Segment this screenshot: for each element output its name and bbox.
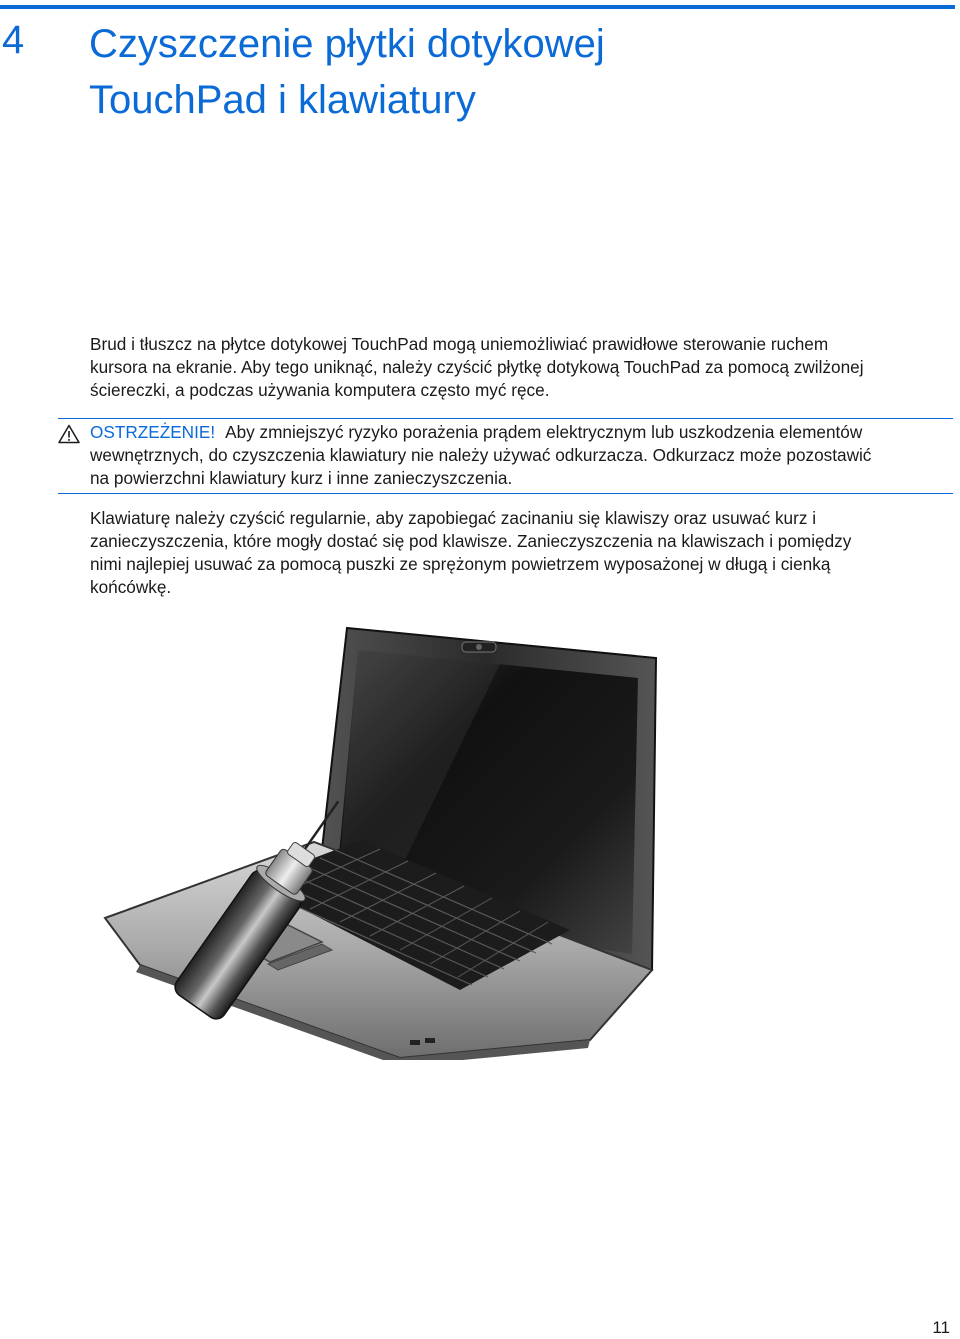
cleaning-line: Klawiaturę należy czyścić regularnie, aby zapobiegać zacinaniu się klawiszy oraz usuwać kurz i: [90, 508, 817, 528]
cleaning-paragraph: [90, 507, 958, 599]
warning-label: OSTRZEŻENIE!: [90, 422, 216, 442]
warning-box: [58, 418, 953, 494]
chapter-title-line-2: TouchPad i klawiatury: [89, 78, 476, 122]
cleaning-line: zanieczyszczenia, które mogły dostać się pod klawisze. Zanieczyszczenia na klawiszach i pomiędzy: [90, 531, 852, 551]
warning-line: wewnętrznych, do czyszczenia klawiatury nie należy używać odkurzacza. Odkurzacz może pozostawić: [90, 445, 872, 465]
chapter-title-line-1: Czyszczenie płytki dotykowej: [89, 22, 605, 66]
warning-line: Aby zmniejszyć ryzyko porażenia prądem elektrycznym lub uszkodzenia elementów: [225, 422, 863, 442]
cleaning-line: nimi najlepiej usuwać za pomocą puszki ze sprężonym powietrzem wyposażonej w długą i cienką: [90, 554, 831, 574]
intro-line: kursora na ekranie. Aby tego uniknąć, należy czyścić płytkę dotykową TouchPad za pomocą zwilżonej: [90, 357, 864, 377]
intro-line: ściereczki, a podczas używania komputera często myć ręce.: [90, 380, 550, 400]
cleaning-line: końcówkę.: [90, 577, 172, 597]
chapter-number: 4: [2, 18, 25, 62]
warning-first-line: [90, 421, 958, 444]
chapter-title: [89, 16, 949, 128]
warning-line: na powierzchni klawiatury kurz i inne zanieczyszczenia.: [90, 468, 513, 488]
intro-paragraph: [90, 333, 958, 402]
intro-line: Brud i tłuszcz na płytce dotykowej TouchPad mogą uniemożliwiać prawidłowe sterowanie ruchem: [90, 334, 829, 354]
top-rule: [0, 5, 955, 9]
laptop-cleaning-illustration: [100, 620, 660, 1060]
warning-text: [90, 421, 958, 490]
page-number: 11: [932, 1318, 950, 1337]
warning-triangle-icon: [58, 424, 80, 444]
